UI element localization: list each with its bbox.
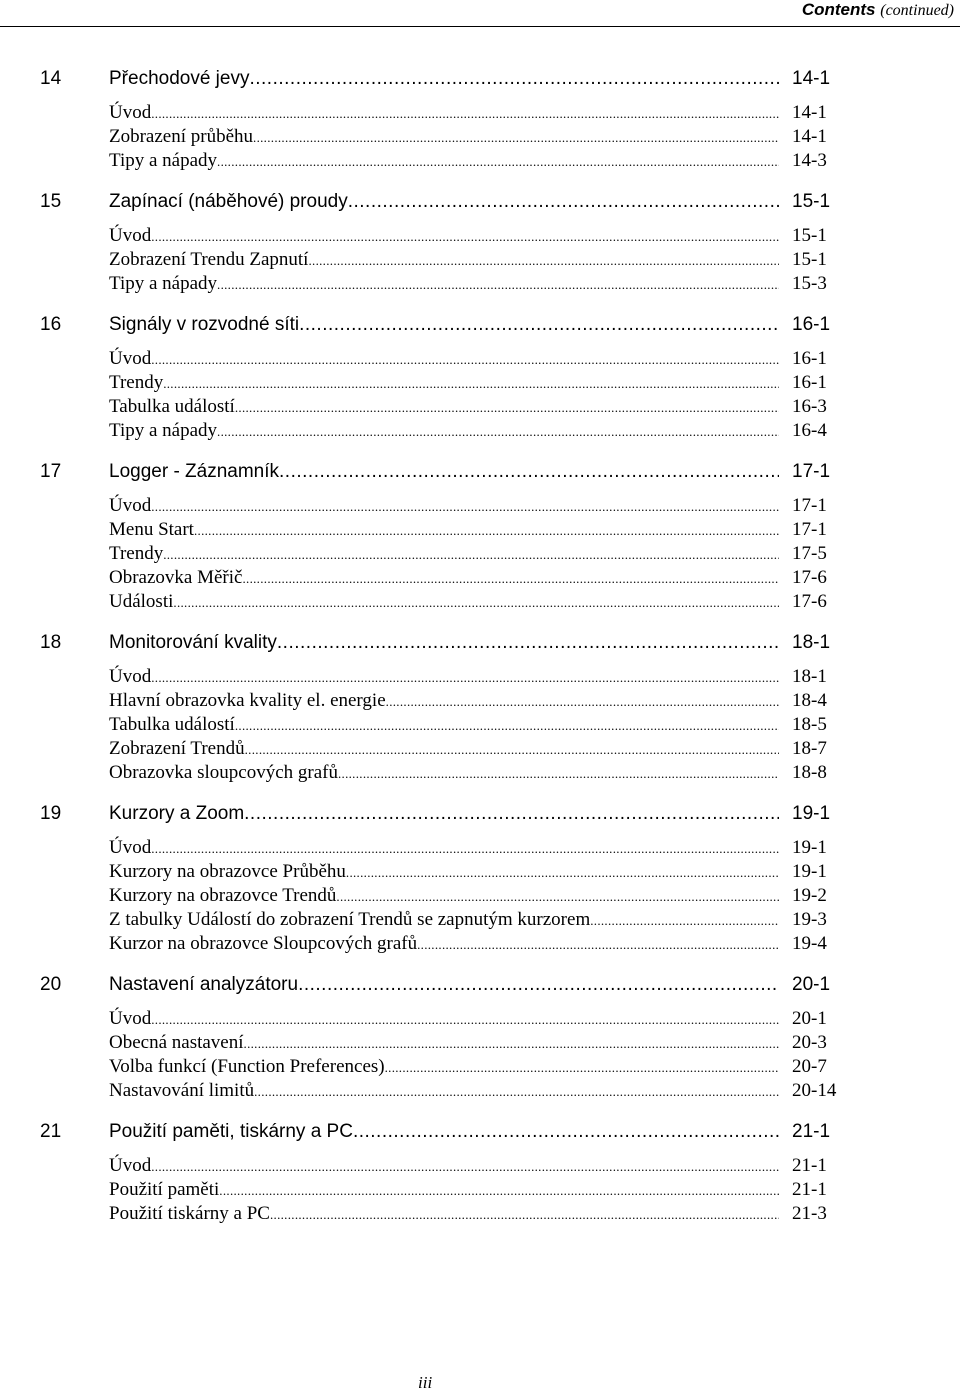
entry-page: 16-1 [792, 372, 827, 393]
chapter-title: Signály v rozvodné síti ..... [109, 311, 779, 339]
entry-page: 20-1 [792, 1008, 827, 1029]
toc-entry-row[interactable] [0, 1178, 960, 1202]
chapter-number: 14 [40, 68, 62, 89]
toc-entry-row[interactable] [0, 248, 960, 272]
entry-title: Zobrazení Trendů ..... [109, 737, 779, 761]
toc-chapter-row[interactable] [0, 311, 960, 339]
toc-entry-row[interactable] [0, 347, 960, 371]
toc-entry-row[interactable] [0, 224, 960, 248]
toc-chapter-group [0, 65, 960, 173]
entry-page: 20-3 [792, 1032, 827, 1053]
toc-chapter-row[interactable] [0, 65, 960, 93]
toc-entry-row[interactable] [0, 884, 960, 908]
entry-page: 17-1 [792, 495, 827, 516]
chapter-title: Nastavení analyzátoru ..... [109, 971, 779, 999]
entry-page: 16-1 [792, 348, 827, 369]
toc-entry-row[interactable] [0, 542, 960, 566]
chapter-number: 20 [40, 974, 62, 995]
entry-title: Tabulka událostí ..... [109, 713, 779, 737]
entry-page: 19-1 [792, 861, 827, 882]
chapter-page: 21-1 [792, 1121, 831, 1142]
toc-entry-row[interactable] [0, 419, 960, 443]
chapter-page: 17-1 [792, 461, 831, 482]
toc-entry-row[interactable] [0, 908, 960, 932]
toc-entry-row[interactable] [0, 371, 960, 395]
entry-title: Zobrazení Trendu Zapnutí ..... [109, 248, 779, 272]
toc-chapter-row[interactable] [0, 188, 960, 216]
entry-page: 18-5 [792, 714, 827, 735]
chapter-title: Zapínací (náběhové) proudy ..... [109, 188, 779, 216]
header-subtitle: (continued) [880, 2, 954, 19]
chapter-page: 14-1 [792, 68, 831, 89]
entry-title: Obrazovka sloupcových grafů ..... [109, 761, 779, 785]
entry-title: Použití tiskárny a PC ..... [109, 1202, 779, 1226]
toc-chapter-row[interactable] [0, 1118, 960, 1146]
entry-title: Úvod ..... [109, 836, 779, 860]
entry-title: Úvod ..... [109, 1154, 779, 1178]
toc-entry-row[interactable] [0, 125, 960, 149]
toc-entry-row[interactable] [0, 932, 960, 956]
toc-entry-row[interactable] [0, 590, 960, 614]
toc-chapter-group [0, 188, 960, 296]
header-title: Contents [801, 0, 876, 19]
entry-page: 21-3 [792, 1203, 827, 1224]
entry-title: Úvod ..... [109, 101, 779, 125]
entry-title: Kurzor na obrazovce Sloupcových grafů ..... [109, 932, 779, 956]
chapter-page: 15-1 [792, 191, 831, 212]
entry-title: Obrazovka Měřič ..... [109, 566, 779, 590]
entry-page: 17-1 [792, 519, 827, 540]
entry-page: 16-3 [792, 396, 827, 417]
toc-entry-row[interactable] [0, 272, 960, 296]
entry-title: Tipy a nápady ..... [109, 149, 779, 173]
toc-chapter-row[interactable] [0, 458, 960, 486]
chapter-page: 19-1 [792, 803, 831, 824]
entry-page: 14-1 [792, 102, 827, 123]
entry-page: 16-4 [792, 420, 827, 441]
chapter-number: 16 [40, 314, 62, 335]
entry-page: 17-6 [792, 591, 827, 612]
entry-title: Obecná nastavení ..... [109, 1031, 779, 1055]
header-text [802, 0, 954, 21]
toc-chapter-group [0, 800, 960, 956]
entry-title: Úvod ..... [109, 494, 779, 518]
chapter-title: Kurzory a Zoom ..... [109, 800, 779, 828]
entry-title: Tipy a nápady ..... [109, 272, 779, 296]
entry-title: Trendy ..... [109, 542, 779, 566]
entry-title: Úvod ..... [109, 1007, 779, 1031]
entry-page: 19-1 [792, 837, 827, 858]
toc-entry-row[interactable] [0, 101, 960, 125]
entry-page: 18-1 [792, 666, 827, 687]
entry-title: Zobrazení průběhu ..... [109, 125, 779, 149]
toc-entry-row[interactable] [0, 1154, 960, 1178]
chapter-title: Monitorování kvality ..... [109, 629, 779, 657]
chapter-title: Použití paměti, tiskárny a PC ..... [109, 1118, 779, 1146]
page-number: iii [418, 1373, 433, 1392]
entry-title: Hlavní obrazovka kvality el. energie ..... [109, 689, 779, 713]
toc-entry-row[interactable] [0, 836, 960, 860]
entry-title: Nastavování limitů ..... [109, 1079, 779, 1103]
entry-page: 18-7 [792, 738, 827, 759]
toc-entry-row[interactable] [0, 689, 960, 713]
toc-entry-row[interactable] [0, 860, 960, 884]
entry-title: Úvod ..... [109, 665, 779, 689]
chapter-number: 15 [40, 191, 62, 212]
entry-title: Tipy a nápady ..... [109, 419, 779, 443]
toc-entry-row[interactable] [0, 494, 960, 518]
entry-page: 17-6 [792, 567, 827, 588]
entry-page: 18-8 [792, 762, 827, 783]
toc-entry-row[interactable] [0, 149, 960, 173]
entry-title: Úvod ..... [109, 224, 779, 248]
toc-entry-row[interactable] [0, 518, 960, 542]
entry-page: 19-3 [792, 909, 827, 930]
entry-page: 15-1 [792, 249, 827, 270]
entry-title: Kurzory na obrazovce Průběhu ..... [109, 860, 779, 884]
entry-page: 14-1 [792, 126, 827, 147]
chapter-number: 21 [40, 1121, 62, 1142]
entry-title: Použití paměti ..... [109, 1178, 779, 1202]
toc-entry-row[interactable] [0, 713, 960, 737]
entry-title: Úvod ..... [109, 347, 779, 371]
entry-page: 14-3 [792, 150, 827, 171]
chapter-page: 20-1 [792, 974, 831, 995]
entry-title: Trendy ..... [109, 371, 779, 395]
chapter-number: 17 [40, 461, 62, 482]
entry-page: 15-1 [792, 225, 827, 246]
toc-entry-row[interactable] [0, 1202, 960, 1226]
toc-entry-row[interactable] [0, 1031, 960, 1055]
entry-page: 20-7 [792, 1056, 827, 1077]
toc-entry-row[interactable] [0, 737, 960, 761]
entry-page: 21-1 [792, 1179, 827, 1200]
entry-title: Volba funkcí (Function Preferences) ..... [109, 1055, 779, 1079]
entry-page: 18-4 [792, 690, 827, 711]
toc-chapter-group [0, 629, 960, 785]
toc-chapter-row[interactable] [0, 629, 960, 657]
chapter-number: 19 [40, 803, 62, 824]
entry-page: 17-5 [792, 543, 827, 564]
toc-entry-row[interactable] [0, 566, 960, 590]
entry-page: 20-14 [792, 1080, 837, 1101]
entry-title: Z tabulky Událostí do zobrazení Trendů se zapnutým kurzorem ..... [109, 908, 779, 932]
entry-title: Kurzory na obrazovce Trendů ..... [109, 884, 779, 908]
toc-entry-row[interactable] [0, 1055, 960, 1079]
table-of-contents [0, 65, 960, 1241]
entry-title: Události ..... [109, 590, 779, 614]
page-header [0, 0, 960, 27]
toc-entry-row[interactable] [0, 665, 960, 689]
toc-chapter-row[interactable] [0, 800, 960, 828]
toc-chapter-group [0, 971, 960, 1103]
entry-page: 15-3 [792, 273, 827, 294]
toc-entry-row[interactable] [0, 761, 960, 785]
chapter-page: 16-1 [792, 314, 831, 335]
toc-chapter-group [0, 458, 960, 614]
toc-entry-row[interactable] [0, 1007, 960, 1031]
entry-page: 19-4 [792, 933, 827, 954]
toc-entry-row[interactable] [0, 395, 960, 419]
toc-chapter-group [0, 311, 960, 443]
toc-chapter-row[interactable] [0, 971, 960, 999]
chapter-number: 18 [40, 632, 62, 653]
entry-title: Tabulka událostí ..... [109, 395, 779, 419]
toc-entry-row[interactable] [0, 1079, 960, 1103]
entry-page: 19-2 [792, 885, 827, 906]
chapter-page: 18-1 [792, 632, 831, 653]
chapter-title: Přechodové jevy ..... [109, 65, 779, 93]
entry-title: Menu Start ..... [109, 518, 779, 542]
toc-chapter-group [0, 1118, 960, 1226]
entry-page: 21-1 [792, 1155, 827, 1176]
chapter-title: Logger - Záznamník ..... [109, 458, 779, 486]
